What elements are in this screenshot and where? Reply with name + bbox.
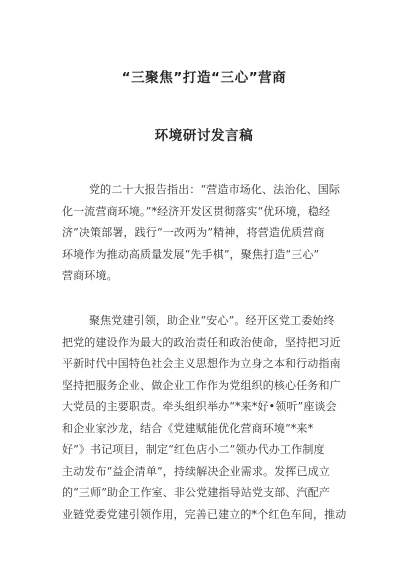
paragraph-line: 济”决策部署，践行“一改两为”精神，将营造优质营商 [62,226,325,239]
paragraph-line: 营商环境。 [62,269,118,282]
paragraph-1 [62,179,362,287]
paragraph-line: 聚焦党建引领，助企业“安心”。经开区党工委始终 [89,314,335,327]
paragraph-line: 环境作为推动高质量发展“先手棋”，聚焦打造“三心” [62,247,320,261]
paragraph-2 [62,310,362,525]
document-title-line1: “三聚焦”打造“三心”营商 [121,70,287,86]
paragraph-line: 和企业家沙龙，结合《党建赋能优化营商环境“*来* [62,421,314,435]
document-title-line2: 环境研讨发言稿 [154,128,254,144]
paragraph-line: 化一流营商环境。”*经济开发区贯彻落实“优环境，稳经 [62,204,331,218]
paragraph-line: 平新时代中国特色社会主义思想作为立身之本和行动指南 [62,357,341,370]
paragraph-line: 把党的建设作为最大的政治责任和政治使命，坚持把习近 [62,335,341,349]
paragraph-line: 业链党委党建引领作用，完善已建立的*个红色车间，推动 [62,507,347,521]
paragraph-line: 主动发布“益企清单”，持续解决企业需求。发挥已成立 [62,464,330,478]
paragraph-line: 坚持把服务企业、做企业工作作为党组织的核心任务和广 [62,378,341,392]
paragraph-line: 的“三师”助企工作室、非公党建指导站党支部、汽配产 [62,486,330,499]
paragraph-line: 党的二十大报告指出：“营造市场化、法治化、国际 [89,183,341,196]
paragraph-line: 大党员的主要职责。牵头组织举办“*来*好•领听”座谈会 [62,400,337,413]
paragraph-line: 好”》书记项目，制定“红色店小二”领办代办工作制度 [62,443,325,456]
